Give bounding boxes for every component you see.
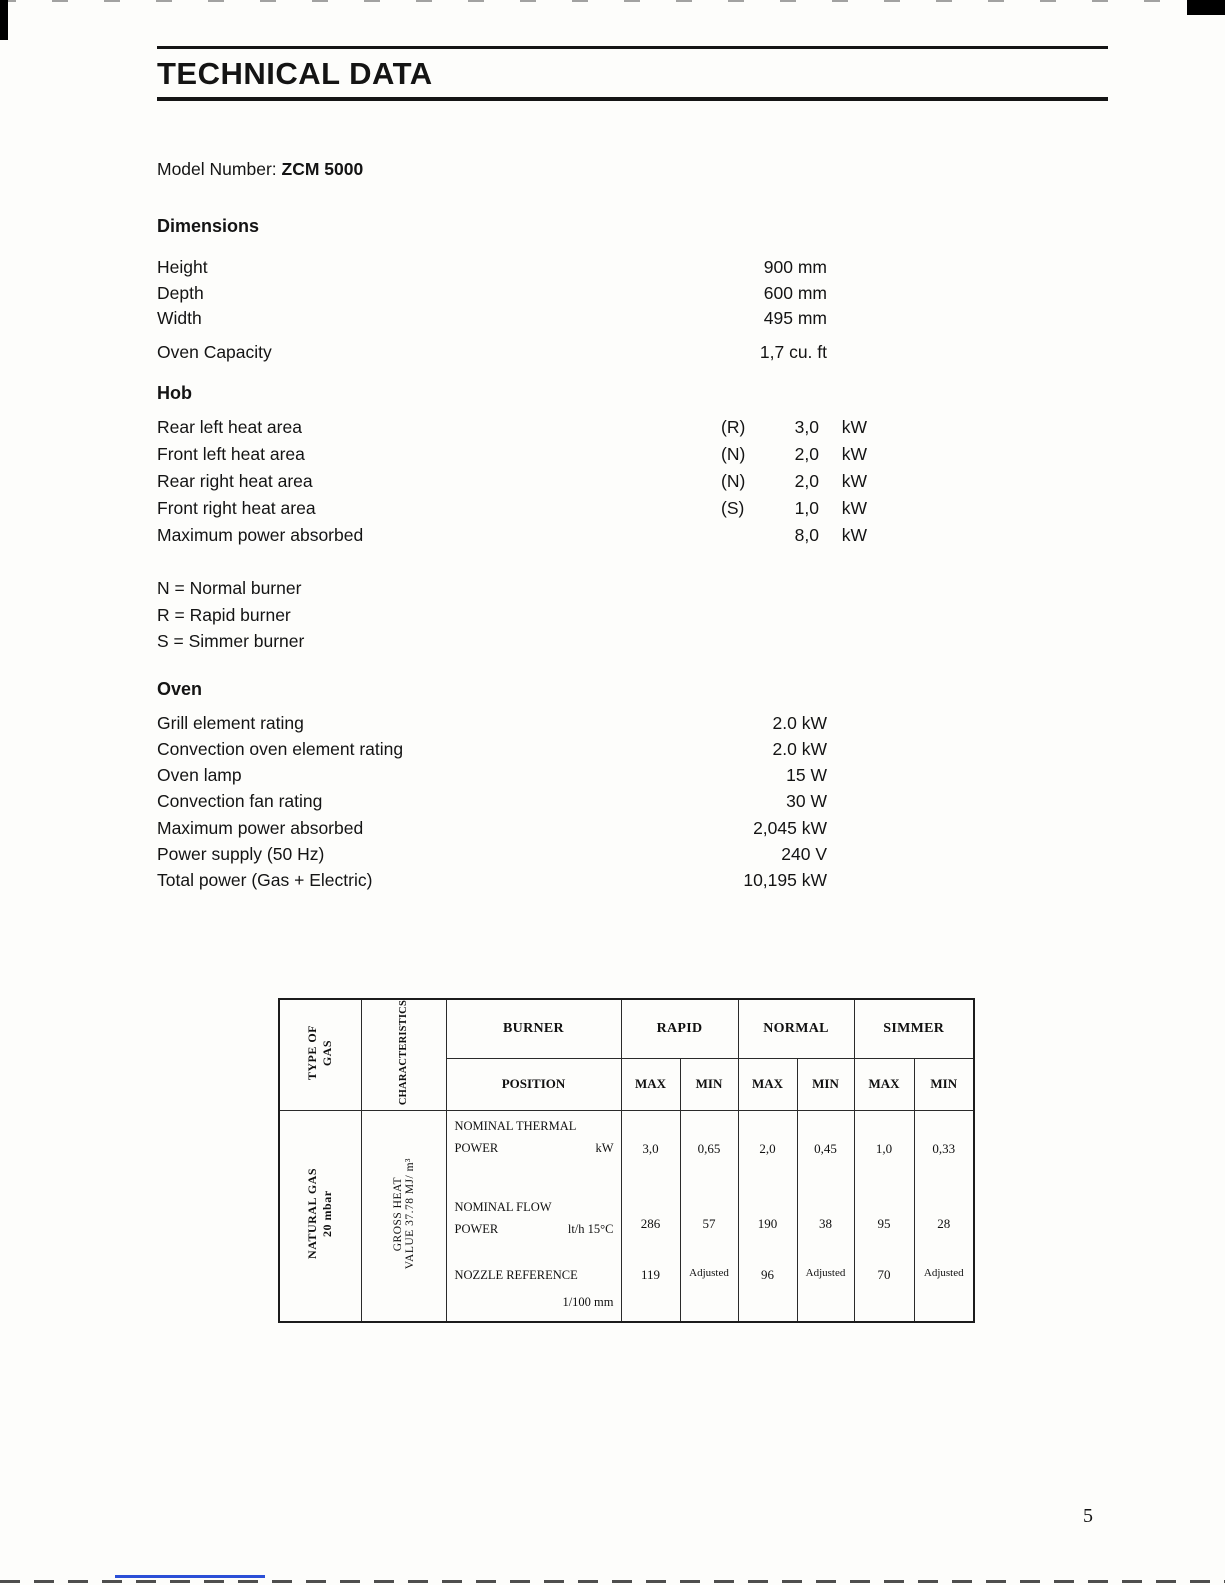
row-unit: kW [595,1140,614,1155]
table-value: Adjusted [797,1260,854,1322]
spec-row [157,710,1108,736]
row-label-cell [446,1260,621,1322]
burner-code: (S) [721,498,745,518]
burner-code [721,522,765,549]
max-header: MAX [854,1058,914,1110]
row-label: NOMINAL THERMAL [454,1118,577,1133]
spec-label: Front left heat area [157,444,305,464]
spec-value: 2,045 kW [753,817,827,838]
title-rule-bottom [157,97,1108,101]
spec-value: 10,195 kW [743,870,827,891]
scan-corner-artifact [1187,0,1225,15]
page-content [157,0,1108,1323]
table-value: 96 [738,1260,797,1322]
dimensions-list [157,255,1108,365]
model-number-label: Model Number: [157,159,277,179]
spec-value: 2.0 kW [772,738,827,759]
table-value: 0,65 [680,1110,738,1188]
spec-row [157,495,1108,522]
spec-row [157,306,1108,332]
table-value: 70 [854,1260,914,1322]
spec-value: 900 mm [763,257,827,277]
spec-label: Rear left heat area [157,417,302,437]
burner-code: (N) [721,471,746,491]
spec-value [617,522,867,549]
spec-value: 600 mm [763,282,827,303]
spec-row [157,255,1108,281]
spec-value: 240 V [781,843,827,864]
hob-heading: Hob [157,383,192,403]
spec-row [157,815,1108,841]
power-unit: kW [841,471,867,491]
row-label: NOZZLE REFERENCE [454,1268,578,1283]
legend-item: R = Rapid burner [157,604,291,625]
legend-item: S = Simmer burner [157,631,305,651]
gross-heat-label: GROSS HEAT VALUE 37.78 MJ/ m³ [391,1157,416,1270]
simmer-header: SIMMER [854,999,974,1059]
spec-label: Width [157,308,202,328]
table-value: 28 [914,1188,974,1260]
burner-legend [157,575,1108,655]
normal-header: NORMAL [738,999,854,1059]
spec-value: 495 mm [763,308,827,328]
row-label-cell [446,1188,621,1260]
spec-value [617,441,867,468]
page-title: TECHNICAL DATA [157,56,433,91]
table-value: 119 [621,1260,680,1322]
spec-label: Maximum power absorbed [157,525,364,545]
page-number: 5 [1083,1505,1093,1527]
model-number-line [157,159,1108,180]
spec-label: Oven lamp [157,765,242,786]
table-value: 0,45 [797,1110,854,1188]
spec-label: Front right heat area [157,498,316,518]
spec-row [157,414,1108,441]
spec-row [157,281,1108,307]
gas-type-label: NATURAL GAS 20 mbar [305,1167,335,1259]
spec-value [617,495,867,522]
spec-label: Rear right heat area [157,471,313,491]
row-unit: lt/h 15°C [567,1222,614,1237]
oven-heading: Oven [157,678,203,699]
spec-value: 2.0 kW [772,712,827,733]
spec-label: Power supply (50 Hz) [157,843,325,864]
min-header: MIN [914,1058,974,1110]
min-header: MIN [797,1058,854,1110]
power-value: 2,0 [794,444,819,464]
hob-list [157,414,1108,549]
table-value: 190 [738,1188,797,1260]
legend-item: N = Normal burner [157,578,302,598]
row-label-line2: POWER [454,1140,499,1155]
spec-row [157,468,1108,495]
spec-row [157,867,1108,893]
spec-value: 15 W [786,765,827,786]
spec-value [617,468,867,495]
power-unit: kW [841,498,867,518]
spec-row [157,441,1108,468]
table-value: Adjusted [680,1260,738,1322]
type-of-gas-label: TYPE OF GAS [305,1024,335,1080]
spec-row [157,340,1108,366]
power-unit: kW [841,417,867,437]
type-of-gas-header-cell [279,999,361,1111]
spec-label: Depth [157,282,204,303]
spec-label: Grill element rating [157,712,304,733]
dimensions-heading: Dimensions [157,216,260,236]
scan-corner-artifact [0,0,8,40]
row-unit: 1/100 mm [562,1295,614,1310]
position-header: POSITION [446,1058,621,1110]
title-rule-top [157,46,1108,49]
burner-spec-table [278,998,975,1324]
table-value: 3,0 [621,1110,680,1188]
power-value: 1,0 [794,498,819,518]
spec-value: 30 W [786,791,827,812]
burner-header: BURNER [446,999,621,1059]
spec-label: Convection oven element rating [157,738,404,759]
table-value: 0,33 [914,1110,974,1188]
table-value: 1,0 [854,1110,914,1188]
scan-edge-bottom-artifact [0,1580,1225,1583]
row-label: NOMINAL FLOW [454,1200,552,1215]
spec-row [157,762,1108,788]
power-value: 3,0 [794,417,819,437]
spec-value [617,414,867,441]
table-value: 57 [680,1188,738,1260]
gas-type-cell [279,1110,361,1322]
table-value: Adjusted [914,1260,974,1322]
spec-label: Oven Capacity [157,341,272,362]
power-value: 8,0 [794,525,819,545]
model-number-value: ZCM 5000 [281,159,364,179]
max-header: MAX [738,1058,797,1110]
row-label-cell [446,1110,621,1188]
burner-code: (N) [721,444,746,464]
characteristics-label: CHARACTERISTICS [398,999,409,1105]
spec-value: 1,7 cu. ft [759,341,827,362]
spec-label: Total power (Gas + Electric) [157,870,373,891]
table-value: 38 [797,1188,854,1260]
power-unit: kW [841,525,867,545]
characteristics-header-cell [361,999,446,1111]
spec-label: Maximum power absorbed [157,817,364,838]
rapid-header: RAPID [621,999,738,1059]
spec-row [157,841,1108,867]
table-value: 95 [854,1188,914,1260]
table-value: 286 [621,1188,680,1260]
row-label-line2: POWER [454,1222,499,1237]
burner-table-container [278,998,1108,1324]
spec-row [157,522,1108,549]
power-value: 2,0 [794,471,819,491]
spec-label: Convection fan rating [157,791,323,812]
gross-heat-cell [361,1110,446,1322]
spec-row [157,736,1108,762]
spec-row [157,788,1108,814]
burner-code: (R) [721,417,746,437]
power-unit: kW [841,444,867,464]
oven-list [157,710,1108,894]
scan-blue-mark-artifact [115,1575,265,1578]
min-header: MIN [680,1058,738,1110]
table-value: 2,0 [738,1110,797,1188]
max-header: MAX [621,1058,680,1110]
spec-label: Height [157,257,208,277]
